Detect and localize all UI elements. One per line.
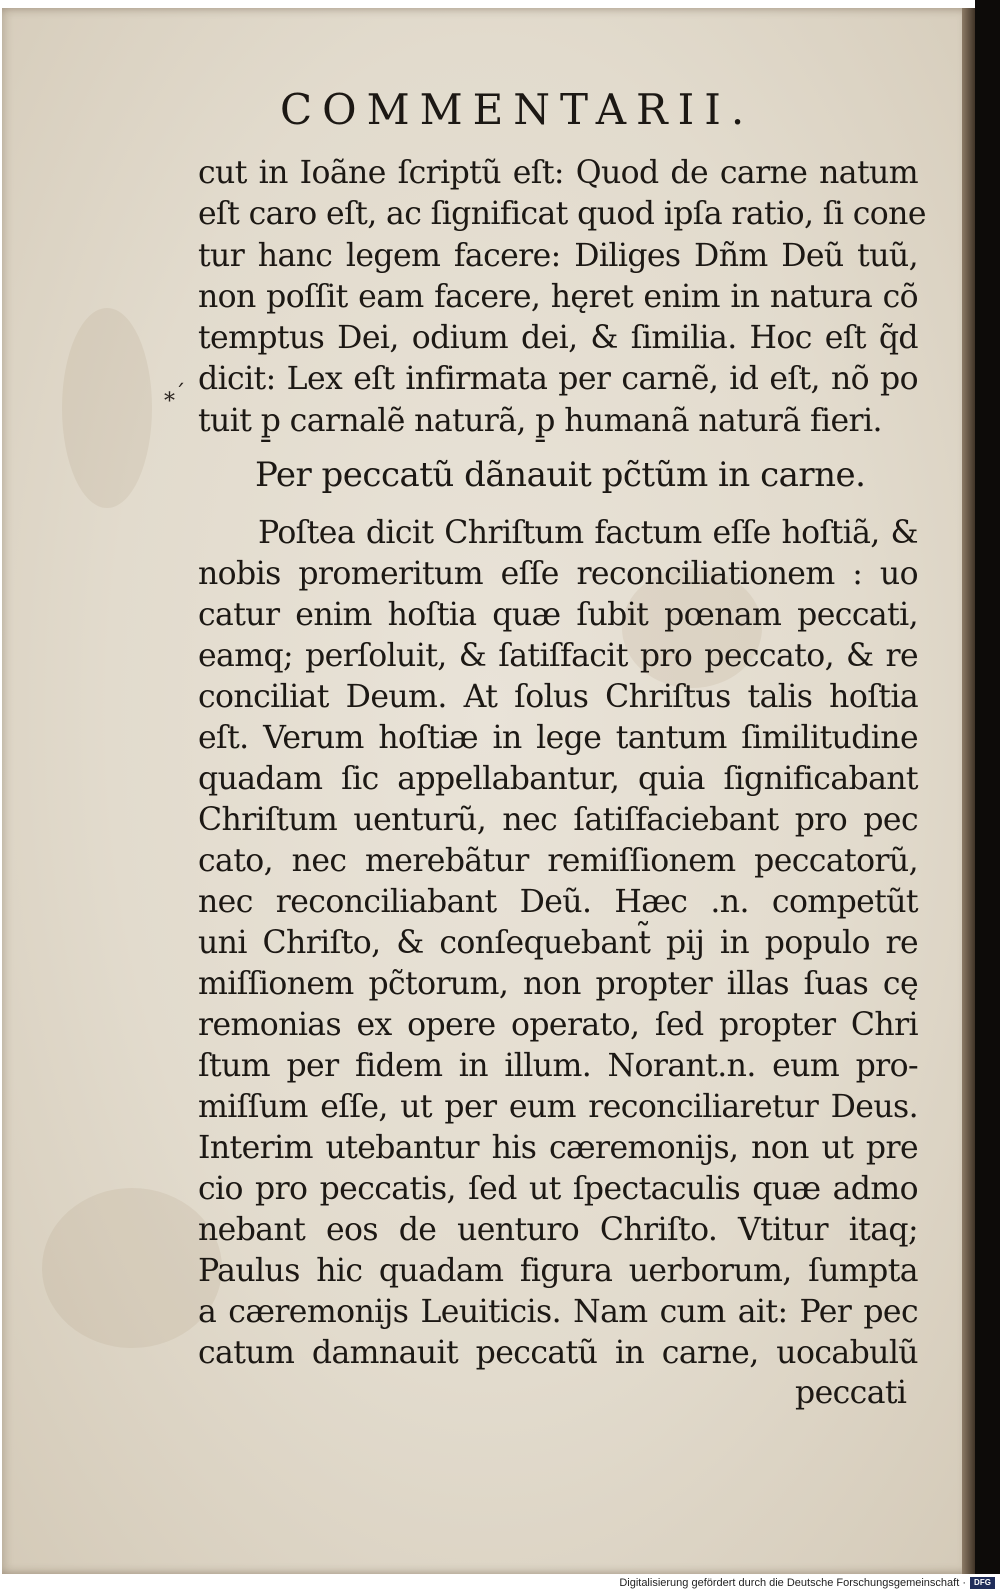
- text-line: quadam ſic appellabantur, quia ſignificabant: [198, 761, 918, 797]
- text-line: Interim utebantur his cæremonijs, non ut pre: [198, 1130, 918, 1166]
- text-line: cato, nec merebãtur remiſſionem peccatorũ,: [198, 843, 918, 879]
- text-line: remonias ex opere operato, ſed propter Chri: [198, 1007, 918, 1043]
- text-line: cut in Ioãne ſcriptũ eſt: Quod de carne natum: [198, 155, 918, 191]
- running-head: COMMENTARII.: [280, 85, 755, 134]
- section-heading: Per peccatũ dãnauit pc̃tũm in carne.: [255, 455, 866, 495]
- text-line: ſtum per fidem in illum. Norant.n. eum pro-: [198, 1048, 918, 1084]
- catchword: peccati: [795, 1375, 907, 1411]
- text-line: eamq; perſoluit, & ſatiſfacit pro peccato, & re: [198, 638, 918, 674]
- text-line: tur hanc legem facere: Diliges Dñm Deũ tuũ,: [198, 238, 918, 274]
- text-line: Poſtea dicit Chriſtum factum eſſe hoſtiã, &: [258, 515, 918, 551]
- text-line: Chriſtum uenturũ, nec ſatiſfaciebant pro pec: [198, 802, 918, 838]
- digitization-footer: [0, 1574, 1000, 1594]
- text-line: catur enim hoſtia quæ ſubit pœnam peccati,: [198, 597, 918, 633]
- paper-stain: [62, 308, 152, 508]
- text-line: uni Chriſto, & conſequebant̃ pij in populo re: [198, 925, 918, 961]
- scanner-backdrop: [975, 0, 1000, 1594]
- text-line: non poſſit eam facere, hęret enim in natura cõ: [198, 279, 918, 315]
- text-line: miſſionem pc̃torum, non propter illas ſuas cę: [198, 966, 918, 1002]
- paper-stain: [42, 1188, 222, 1348]
- text-line: nobis promeritum eſſe reconciliationem : uo: [198, 556, 918, 592]
- margin-mark: ⁎´: [164, 382, 185, 407]
- text-line: miſſum eſſe, ut per eum reconciliaretur Deus.: [198, 1089, 918, 1125]
- text-line: a cæremonijs Leuiticis. Nam cum ait: Per pec: [198, 1294, 918, 1330]
- text-line: eſt. Verum hoſtiæ in lege tantum ſimilitudine: [198, 720, 918, 756]
- page-gutter-edge: [962, 8, 976, 1574]
- text-line: temptus Dei, odium dei, & ſimilia. Hoc eſt q̃d: [198, 320, 918, 356]
- text-line: cio pro peccatis, ſed ut ſpectaculis quæ admo: [198, 1171, 918, 1207]
- text-line: dicit: Lex eſt infirmata per carnẽ, id eſt, nõ po: [198, 361, 918, 397]
- text-line: catum damnauit peccatũ in carne, uocabulũ: [198, 1335, 918, 1371]
- text-line: tuit p̱ carnalẽ naturã, p̱ humanã naturã fieri.: [198, 403, 882, 439]
- text-line: Paulus hic quadam figura uerborum, ſumpta: [198, 1253, 918, 1289]
- text-line: eſt caro eſt, ac ſignificat quod ipſa ratio, ſi cone: [198, 196, 926, 232]
- text-line: nebant eos de uenturo Chriſto. Vtitur itaq;: [198, 1212, 918, 1248]
- text-line: nec reconciliabant Deũ. Hæc .n. competũt: [198, 884, 918, 920]
- text-line: conciliat Deum. At ſolus Chriſtus talis hoſtia: [198, 679, 918, 715]
- footer-credit: Digitalisierung gefördert durch die Deutsche Forschungsgemeinschaft ·: [619, 1577, 966, 1589]
- dfg-logo: DFG: [970, 1577, 995, 1589]
